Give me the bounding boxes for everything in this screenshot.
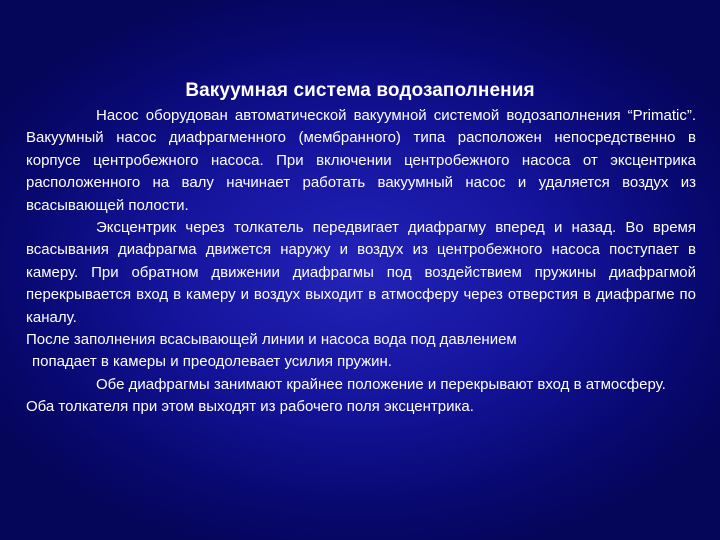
paragraph-after-filling: После заполнения всасывающей линии и насоса вода под давлением — [26, 331, 517, 349]
paragraph-eccentric: Эксцентрик через толкатель передвигает диафрагму вперед и назад. Во время всасывания диафрагма движется наружу и воздух из центробежного насоса поступает в камеру. При обратном движении диафрагмы под воздействием пружины диафрагмой перекрывается вход в камеру и воздух выходит в атмосферу через отверстия в диафрагме по каналу. — [26, 219, 696, 326]
paragraph-primatic: Насос оборудован автоматической вакуумной системой водозаполнения “Primatic”. Вакуумный насос диафрагменного (мембранного) типа расположен непосредственно в корпусе центробежного насоса. При включении центробежного насоса от эксцентрика расположенного на валу начинает работать вакуумный насос и удаляется воздух из всасывающей полости. — [26, 107, 696, 214]
slide-body — [26, 105, 696, 419]
paragraph-enters-chambers: попадает в камеры и преодолевает усилия пружин. — [32, 353, 392, 371]
paragraph-both-diaphragms: Обе диафрагмы занимают крайнее положение и перекрывают вход в атмосферу. Оба толкателя при этом выходят из рабочего поля эксцентрика. — [26, 375, 666, 416]
slide-title: Вакуумная система водозаполнения — [185, 80, 535, 101]
